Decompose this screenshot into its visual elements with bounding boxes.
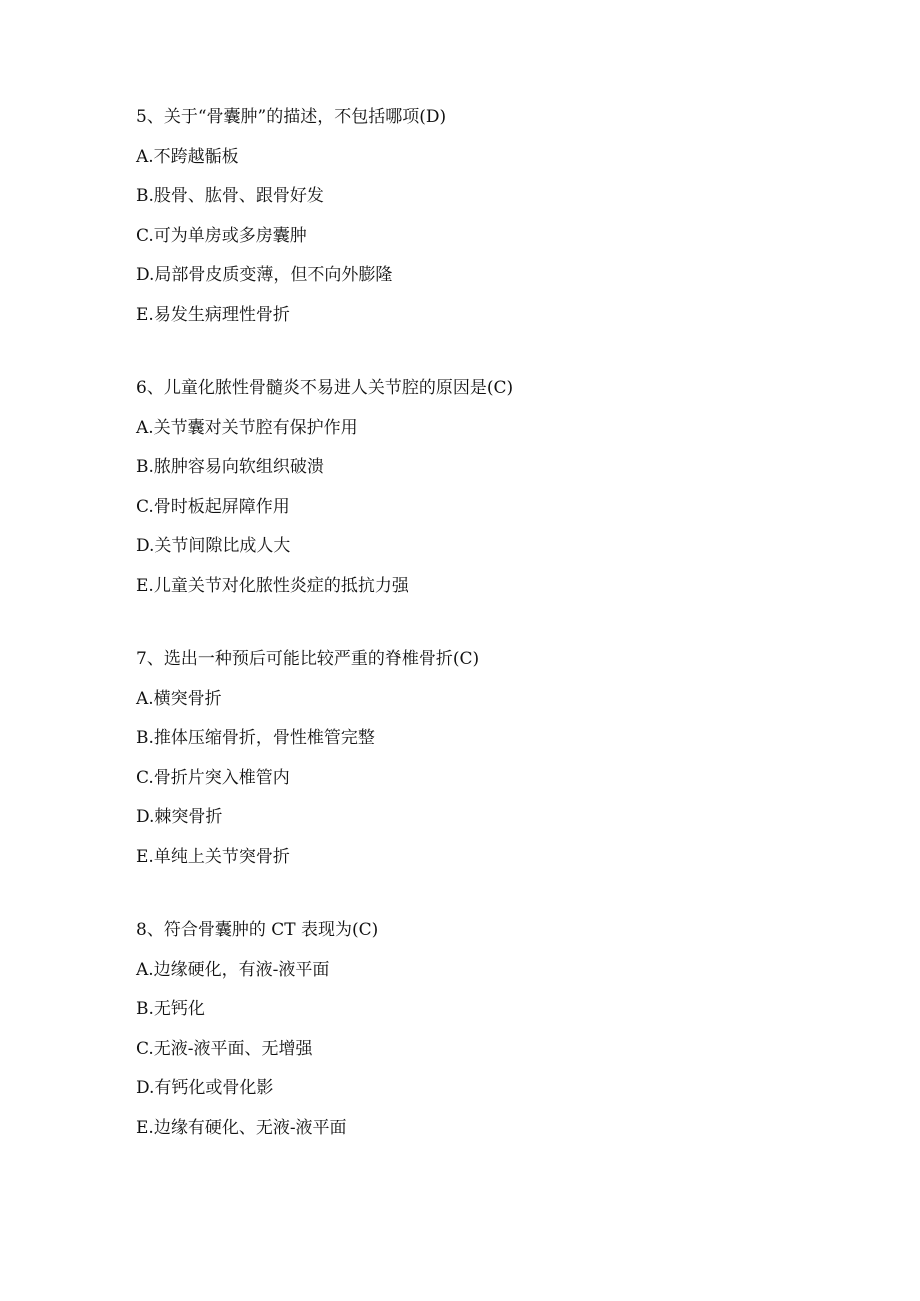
question-8 xyxy=(136,916,836,1154)
option-b: B.无钙化 xyxy=(136,999,205,1020)
option-e: E.边缘有硬化、无液-液平面 xyxy=(136,1117,347,1138)
question-7 xyxy=(136,645,836,883)
option-c: C.骨折片突入椎管内 xyxy=(136,767,290,788)
option-c: C.骨时板起屏障作用 xyxy=(136,496,290,517)
question-stem: 5、关于“骨囊肿”的描述，不包括哪项(D) xyxy=(136,107,447,127)
option-a: A.关节囊对关节腔有保护作用 xyxy=(136,417,358,438)
option-e: E.儿童关节对化脓性炎症的抵抗力强 xyxy=(136,575,409,596)
option-b: B.脓肿容易向软组织破溃 xyxy=(136,457,324,478)
option-d: D.局部骨皮质变薄，但不向外膨隆 xyxy=(136,265,393,286)
option-c: C.可为单房或多房囊肿 xyxy=(136,225,307,246)
question-stem: 8、符合骨囊肿的 CT 表现为(C) xyxy=(136,920,379,940)
option-e: E.单纯上关节突骨折 xyxy=(136,846,290,867)
option-e: E.易发生病理性骨折 xyxy=(136,304,290,325)
option-a: A.横突骨折 xyxy=(136,688,222,709)
question-6 xyxy=(136,374,836,612)
option-d: D.棘突骨折 xyxy=(136,807,223,828)
question-stem: 7、选出一种预后可能比较严重的脊椎骨折(C) xyxy=(136,649,480,669)
option-a: A.不跨越骺板 xyxy=(136,146,239,167)
question-5 xyxy=(136,103,836,341)
question-stem: 6、儿童化脓性骨髓炎不易进人关节腔的原因是(C) xyxy=(136,378,514,398)
option-d: D.关节间隙比成人大 xyxy=(136,536,291,557)
option-b: B.股骨、肱骨、跟骨好发 xyxy=(136,186,324,207)
option-b: B.推体压缩骨折，骨性椎管完整 xyxy=(136,728,375,749)
option-d: D.有钙化或骨化影 xyxy=(136,1078,274,1099)
option-c: C.无液-液平面、无增强 xyxy=(136,1038,313,1059)
option-a: A.边缘硬化，有液-液平面 xyxy=(136,959,330,980)
